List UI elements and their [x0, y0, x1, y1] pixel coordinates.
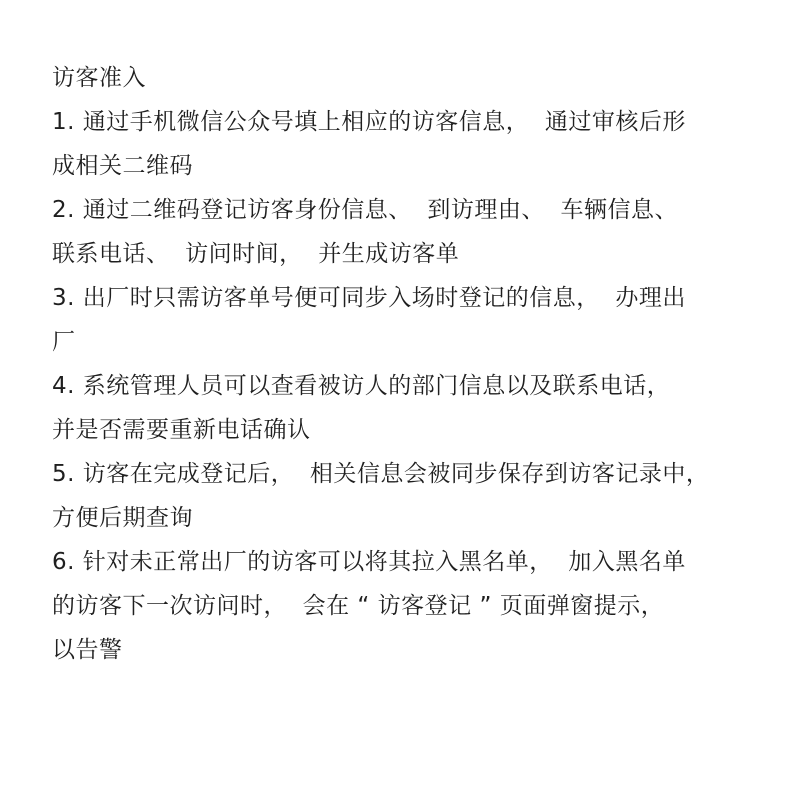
text-line-11: 6. 针对未正常出厂的访客可以将其拉入黑名单， 加入黑名单: [52, 549, 686, 575]
text-line-8: 并是否需要重新电话确认: [52, 417, 311, 443]
text-line-13: 以告警: [52, 637, 123, 663]
text-line-9: 5. 访客在完成登记后， 相关信息会被同步保存到访客记录中，: [52, 461, 710, 487]
text-line-1: 1. 通过手机微信公众号填上相应的访客信息， 通过审核后形: [52, 109, 686, 135]
document-title: 访客准入: [52, 65, 146, 91]
document-body: [52, 56, 752, 672]
text-line-12: 的访客下一次访问时， 会在 “ 访客登记 ” 页面弹窗提示，: [52, 593, 665, 619]
text-line-6: 厂: [52, 329, 76, 355]
text-line-4: 联系电话、 访问时间， 并生成访客单: [52, 241, 460, 267]
text-line-2: 成相关二维码: [52, 153, 193, 179]
text-line-7: 4. 系统管理人员可以查看被访人的部门信息以及联系电话，: [52, 373, 671, 399]
text-line-3: 2. 通过二维码登记访客身份信息、 到访理由、 车辆信息、: [52, 197, 678, 223]
text-line-10: 方便后期查询: [52, 505, 193, 531]
text-line-5: 3. 出厂时只需访客单号便可同步入场时登记的信息， 办理出: [52, 285, 686, 311]
